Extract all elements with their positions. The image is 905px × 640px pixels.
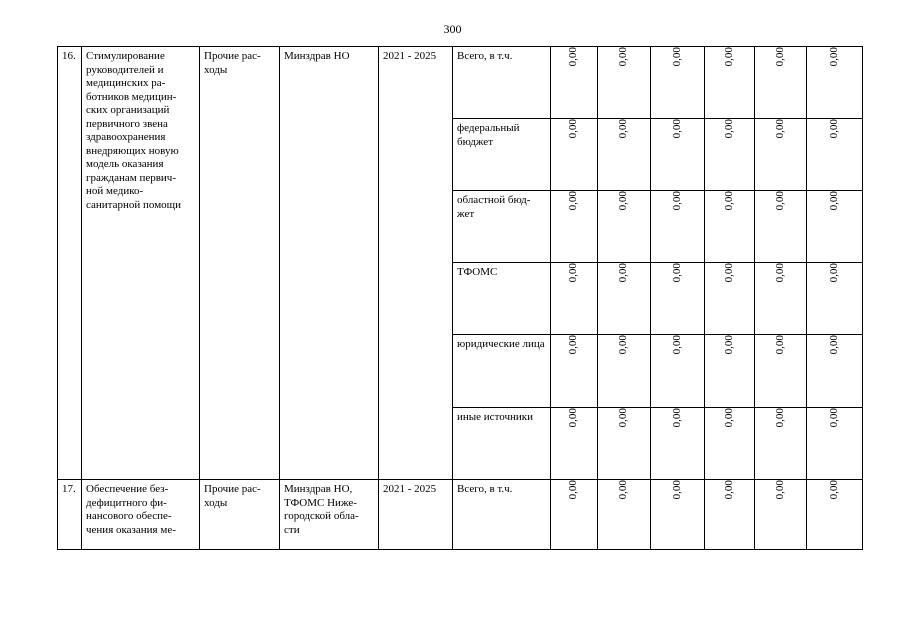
value-cell <box>705 335 755 408</box>
funding-source: Всего, в т.ч. <box>453 480 551 550</box>
value-cell <box>807 263 863 335</box>
executor: Минздрав НО <box>280 47 379 480</box>
value-cell <box>551 47 598 119</box>
funding-source: областной бюд- жет <box>453 191 551 263</box>
value-cell <box>807 480 863 550</box>
value-text: 0,00 <box>827 191 840 211</box>
value-text: 0,00 <box>722 119 735 139</box>
value-cell <box>551 480 598 550</box>
value-cell <box>705 47 755 119</box>
value-cell <box>705 480 755 550</box>
executor: Минздрав НО, ТФОМС Ниже- городской обла- сти <box>280 480 379 550</box>
value-text: 0,00 <box>617 408 630 428</box>
value-text: 0,00 <box>617 47 630 67</box>
value-text: 0,00 <box>722 408 735 428</box>
value-text: 0,00 <box>827 263 840 283</box>
funding-source: ТФОМС <box>453 263 551 335</box>
value-cell <box>651 47 705 119</box>
row-number: 17. <box>58 480 82 550</box>
value-cell <box>651 263 705 335</box>
value-text: 0,00 <box>773 119 786 139</box>
value-text: 0,00 <box>722 335 735 355</box>
table-body <box>58 47 863 550</box>
measure-name: Стимулирование руководителей и медицинских ра- ботников медицин- ских организаций первичного звена здравоохранения внедряющих новую модель оказания гражданам первич- ной медико- санитарной помощи <box>82 47 200 480</box>
value-cell <box>755 408 807 480</box>
value-cell <box>551 335 598 408</box>
value-text: 0,00 <box>617 191 630 211</box>
value-text: 0,00 <box>827 408 840 428</box>
value-text: 0,00 <box>617 263 630 283</box>
value-text: 0,00 <box>670 47 683 67</box>
funding-source: федеральный бюджет <box>453 119 551 191</box>
value-cell <box>755 263 807 335</box>
value-text: 0,00 <box>827 47 840 67</box>
value-text: 0,00 <box>773 263 786 283</box>
value-text: 0,00 <box>617 335 630 355</box>
value-text: 0,00 <box>773 408 786 428</box>
value-text: 0,00 <box>773 480 786 500</box>
value-cell <box>755 47 807 119</box>
value-text: 0,00 <box>617 480 630 500</box>
value-text: 0,00 <box>670 480 683 500</box>
program-table <box>57 46 863 550</box>
value-cell <box>598 47 651 119</box>
value-text: 0,00 <box>670 335 683 355</box>
value-text: 0,00 <box>567 47 580 67</box>
value-cell <box>755 335 807 408</box>
value-cell <box>551 408 598 480</box>
value-cell <box>755 480 807 550</box>
value-text: 0,00 <box>773 335 786 355</box>
period: 2021 - 2025 <box>379 480 453 550</box>
value-text: 0,00 <box>670 263 683 283</box>
value-text: 0,00 <box>722 263 735 283</box>
value-cell <box>755 119 807 191</box>
value-text: 0,00 <box>722 191 735 211</box>
value-cell <box>598 335 651 408</box>
value-text: 0,00 <box>617 119 630 139</box>
value-text: 0,00 <box>670 191 683 211</box>
table-row <box>58 480 863 550</box>
period: 2021 - 2025 <box>379 47 453 480</box>
value-text: 0,00 <box>722 480 735 500</box>
expense-type: Прочие рас- ходы <box>200 480 280 550</box>
value-cell <box>551 263 598 335</box>
value-text: 0,00 <box>773 47 786 67</box>
value-text: 0,00 <box>567 408 580 428</box>
value-cell <box>598 263 651 335</box>
value-cell <box>807 335 863 408</box>
value-cell <box>705 263 755 335</box>
table-row <box>58 47 863 119</box>
value-cell <box>705 191 755 263</box>
value-text: 0,00 <box>827 119 840 139</box>
value-cell <box>651 335 705 408</box>
value-cell <box>755 191 807 263</box>
value-cell <box>807 191 863 263</box>
value-cell <box>807 47 863 119</box>
value-text: 0,00 <box>567 480 580 500</box>
value-cell <box>705 119 755 191</box>
value-text: 0,00 <box>567 263 580 283</box>
value-text: 0,00 <box>773 191 786 211</box>
value-cell <box>807 119 863 191</box>
value-text: 0,00 <box>567 119 580 139</box>
value-text: 0,00 <box>567 335 580 355</box>
value-cell <box>598 191 651 263</box>
funding-source: юридические лица <box>453 335 551 408</box>
value-cell <box>651 480 705 550</box>
funding-source: Всего, в т.ч. <box>453 47 551 119</box>
funding-source: иные источники <box>453 408 551 480</box>
value-cell <box>651 119 705 191</box>
page-number: 300 <box>443 22 462 36</box>
measure-name: Обеспечение без- дефицитного фи- нансового обеспе- чения оказания ме- <box>82 480 200 550</box>
value-cell <box>651 191 705 263</box>
expense-type: Прочие рас- ходы <box>200 47 280 480</box>
value-text: 0,00 <box>670 119 683 139</box>
value-cell <box>651 408 705 480</box>
value-text: 0,00 <box>670 408 683 428</box>
value-text: 0,00 <box>827 480 840 500</box>
value-text: 0,00 <box>567 191 580 211</box>
value-cell <box>551 191 598 263</box>
row-number: 16. <box>58 47 82 480</box>
value-cell <box>705 408 755 480</box>
value-text: 0,00 <box>722 47 735 67</box>
value-cell <box>598 408 651 480</box>
value-text: 0,00 <box>827 335 840 355</box>
value-cell <box>598 119 651 191</box>
value-cell <box>598 480 651 550</box>
value-cell <box>807 408 863 480</box>
value-cell <box>551 119 598 191</box>
